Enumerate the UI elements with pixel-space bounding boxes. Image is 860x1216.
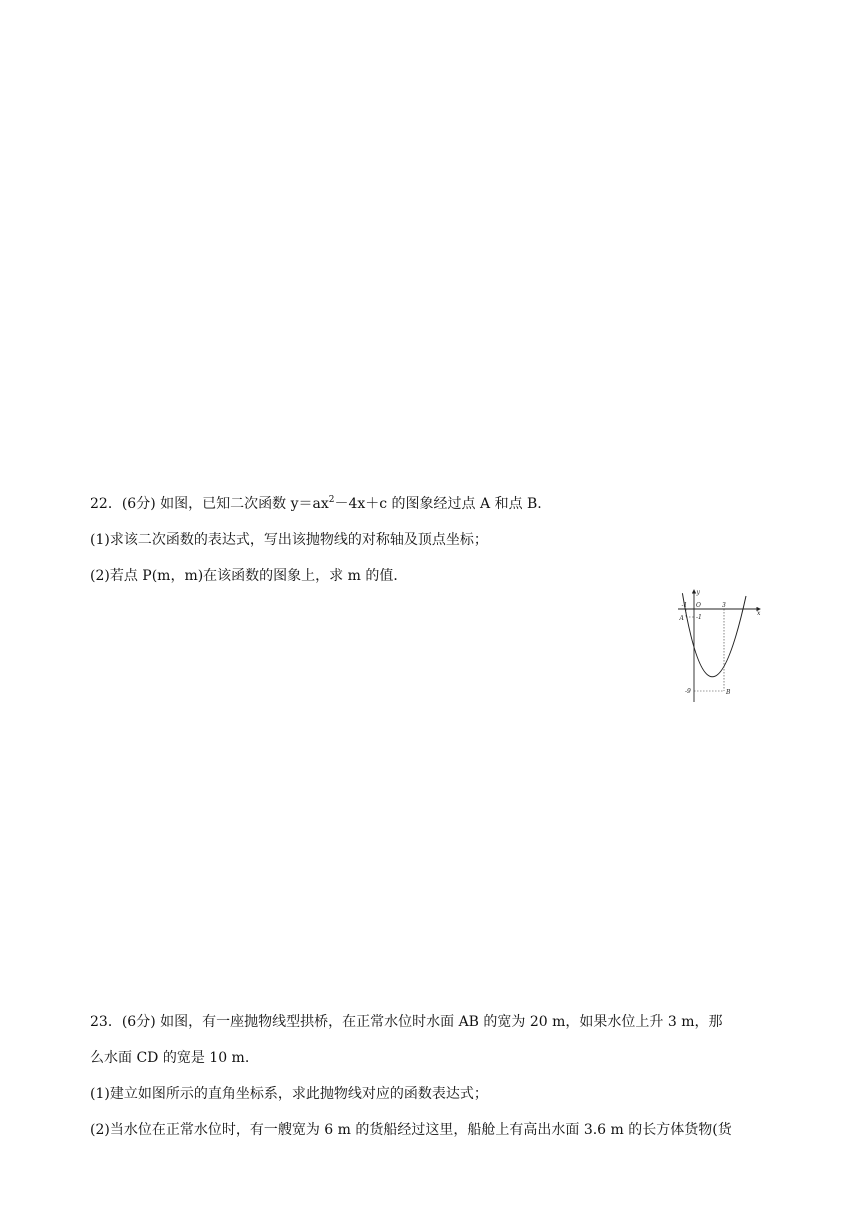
q22-stem — [90, 497, 542, 511]
q23-stem-text1: 如图，有一座抛物线型拱桥，在正常水位时水面 AB 的宽为 20 m，如果水位上升 3 m，那 — [160, 1014, 723, 1030]
q22-part1: (1)求该二次函数的表达式，写出该抛物线的对称轴及顶点坐标； — [90, 532, 488, 548]
label-point-a: A — [679, 615, 684, 622]
parabola-graph — [676, 588, 766, 706]
q23-score: (6分) — [121, 1014, 156, 1030]
q22-score: (6分) — [121, 496, 156, 512]
q23-number: 23． — [90, 1014, 122, 1030]
label-point-b: B — [726, 689, 731, 696]
parabola-curve — [682, 593, 746, 677]
label-x-axis: x — [757, 610, 761, 617]
label-tick-neg1-x: -1 — [681, 602, 688, 609]
label-origin: O — [696, 602, 701, 609]
q23-part2: (2)当水位在正常水位时，有一艘宽为 6 m 的货船经过这里，船舱上有高出水面 3.6 m 的长方体货物(货 — [90, 1122, 732, 1138]
q23-stem-line2: 么水面 CD 的宽是 10 m. — [90, 1050, 250, 1066]
label-tick-neg1-y: -1 — [696, 614, 702, 621]
label-tick-3: 3 — [722, 602, 726, 609]
q23-stem-line1 — [90, 1015, 770, 1029]
q22-stem-post: －4x＋c 的图象经过点 A 和点 B. — [334, 496, 542, 512]
q22-number: 22． — [90, 496, 122, 512]
q22-stem-sup: 2 — [328, 495, 335, 505]
label-tick-neg9: -9 — [685, 688, 691, 695]
parabola-figure — [676, 588, 766, 706]
q22-stem-pre: 如图，已知二次函数 y＝ax — [160, 496, 329, 512]
q22-part2: (2)若点 P(m，m)在该函数的图象上，求 m 的值． — [90, 568, 408, 584]
q23-part1: (1)建立如图所示的直角坐标系，求此抛物线对应的函数表达式； — [90, 1086, 488, 1102]
label-y-axis: y — [696, 589, 700, 596]
